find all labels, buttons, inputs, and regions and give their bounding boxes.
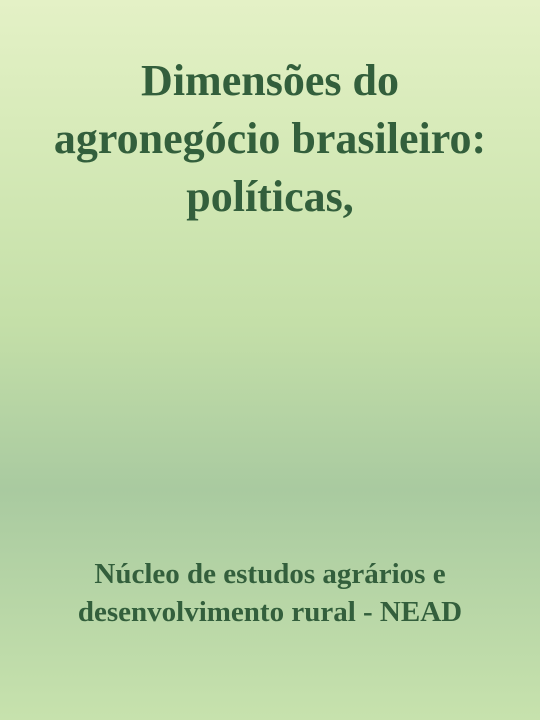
book-author: Núcleo de estudos agrários e desenvolvimento rural - NEAD <box>77 558 463 628</box>
book-title: Dimensões do agronegócio brasileiro: políticas, <box>53 56 487 221</box>
